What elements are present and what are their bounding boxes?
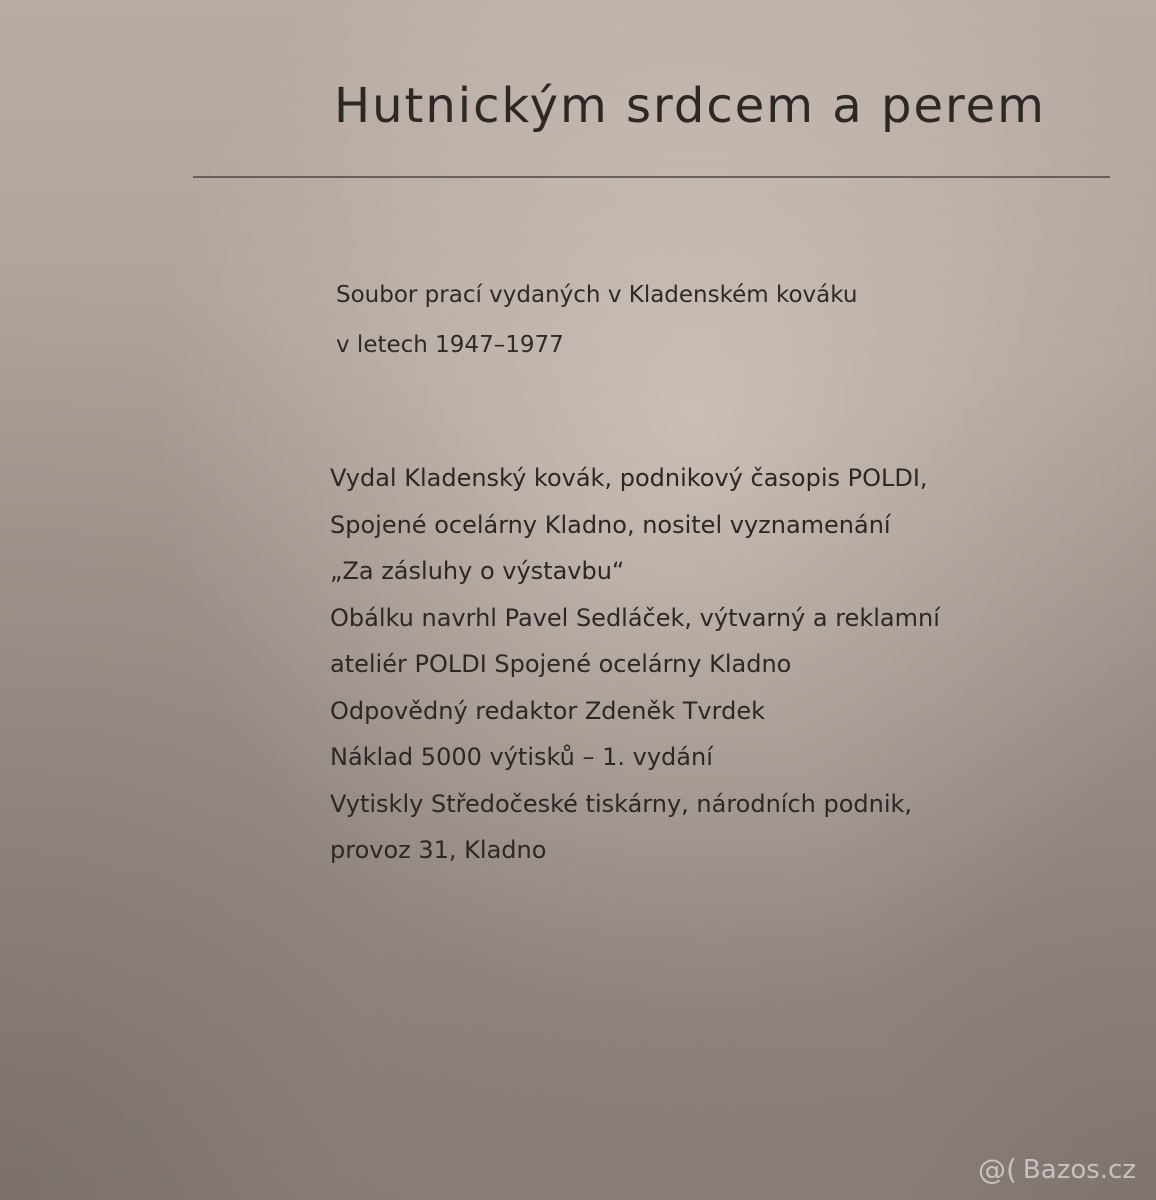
watermark-text: Bazos.cz bbox=[1022, 1154, 1136, 1185]
imprint-line: „Za zásluhy o výstavbu“ bbox=[330, 557, 625, 585]
imprint-line: Odpovědný redaktor Zdeněk Tvrdek bbox=[330, 696, 765, 725]
watermark bbox=[978, 1153, 1136, 1186]
imprint-line: Spojené ocelárny Kladno, nositel vyznamenání bbox=[330, 510, 891, 539]
subtitle-block bbox=[336, 270, 857, 370]
imprint-line: Náklad 5000 výtisků – 1. vydání bbox=[330, 743, 713, 771]
bazos-logo-icon: @( bbox=[977, 1153, 1017, 1186]
imprint-block bbox=[330, 455, 940, 874]
imprint-line: Obálku navrhl Pavel Sedláček, výtvarný a reklamní bbox=[330, 603, 940, 632]
imprint-line: Vytiskly Středočeské tiskárny, národních podnik, bbox=[330, 789, 913, 818]
imprint-line: Vydal Kladenský kovák, podnikový časopis POLDI, bbox=[330, 464, 928, 492]
title-divider bbox=[193, 176, 1110, 178]
imprint-line: provoz 31, Kladno bbox=[330, 836, 547, 864]
page-title: Hutnickým srdcem a perem bbox=[334, 78, 1046, 134]
imprint-line: ateliér POLDI Spojené ocelárny Kladno bbox=[330, 650, 792, 678]
subtitle-line: v letech 1947–1977 bbox=[336, 332, 564, 358]
subtitle-line: Soubor prací vydaných v Kladenském kováku bbox=[336, 282, 858, 308]
